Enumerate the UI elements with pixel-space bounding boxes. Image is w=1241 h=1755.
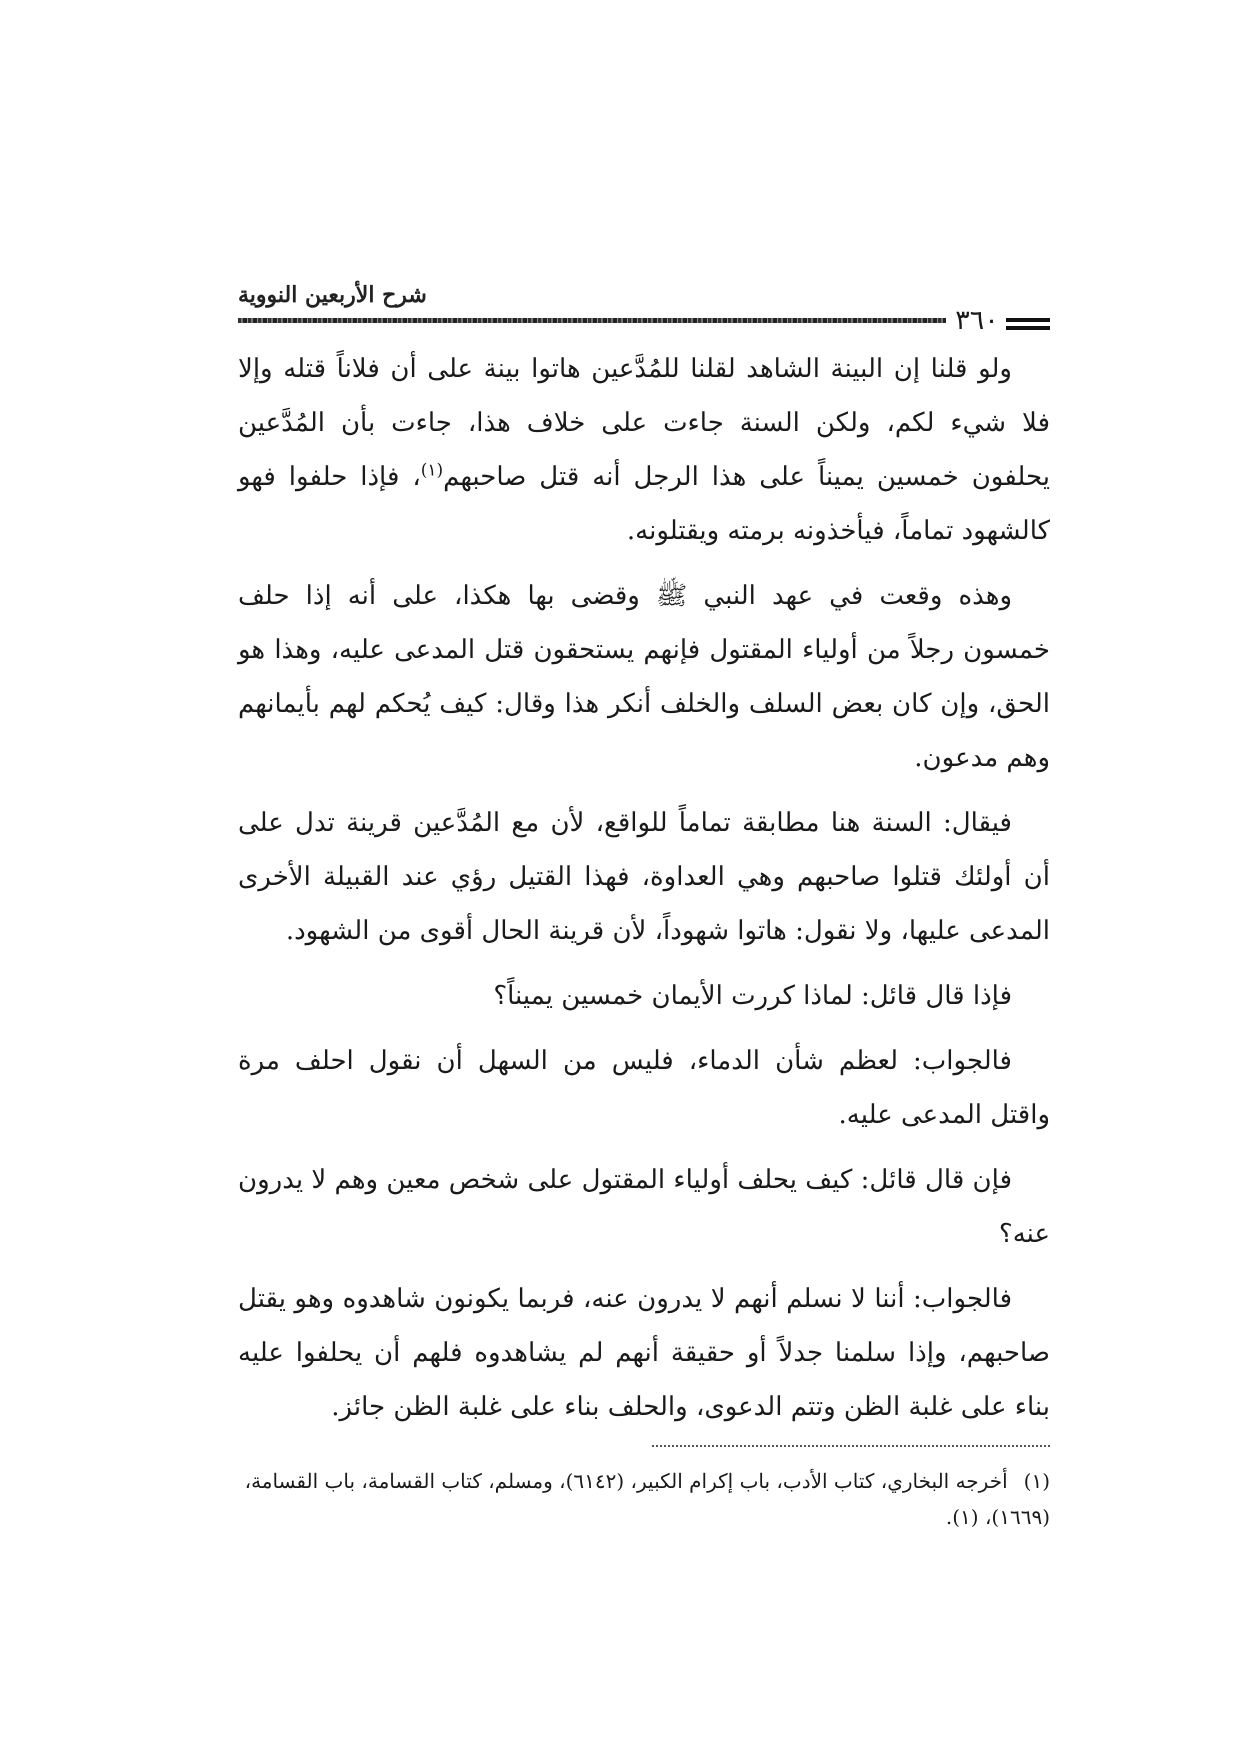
paragraph-1 [238, 342, 1050, 558]
footnote-number: (١) [1023, 1469, 1050, 1493]
paragraph-1-text-end: ، فإذا حلفوا فهو كالشهود تماماً، فيأخذونه برمته ويقتلونه. [238, 462, 1050, 546]
footnote-separator [652, 1445, 1050, 1448]
paragraph-4: فإذا قال قائل: لماذا كررت الأيمان خمسين يميناً؟ [493, 981, 1012, 1011]
paragraph-2: وهذه وقعت في عهد النبي ﷺ وقضى بها هكذا، على أنه إذا حلف خمسون رجلاً من أولياء المقتول فإنهم يستحقون قتل المدعى عليه، وهذا هو الحق، وإن كان بعض السلف والخلف أنكر هذا وقال: كيف يُحكم لهم بأيمانهم وهم مدعون. [238, 581, 1050, 773]
running-title: شرح الأربعين النووية [238, 282, 427, 308]
paragraph-1-text: ولو قلنا إن البينة الشاهد لقلنا للمُدَّعين هاتوا بينة على أن فلاناً قتله وإلا فلا شيء لكم، ولكن السنة جاءت على خلاف هذا، جاءت بأن المُدَّعين يحلفون خمسين يميناً على هذا الرجل أنه قتل صاحبهم [238, 354, 1051, 492]
footnote-reference: (١) [420, 460, 444, 481]
body-text [238, 342, 1050, 1445]
footnotes [238, 1463, 1050, 1535]
header-mark [1006, 318, 1050, 322]
footnote-item [238, 1463, 1050, 1535]
header-rule [238, 318, 946, 323]
paragraph-3: فيقال: السنة هنا مطابقة تماماً للواقع، لأن مع المُدَّعين قرينة تدل على أن أولئك قتلوا صاحبهم وهي العداوة، فهذا القتيل رؤي عند القبيلة الأخرى المدعى عليها، ولا نقول: هاتوا شهوداً، لأن قرينة الحال أقوى من الشهود. [238, 808, 1050, 946]
paragraph-6: فإن قال قائل: كيف يحلف أولياء المقتول على شخص معين وهم لا يدرون عنه؟ [238, 1165, 1050, 1249]
paragraph-7: فالجواب: أننا لا نسلم أنهم لا يدرون عنه، فربما يكونون شاهدوه وهو يقتل صاحبهم، وإذا سلمنا جدلاً أو حقيقة أنهم لم يشاهدوه فلهم أن يحلفوا عليه بناء على غلبة الظن وتتم الدعوى، والحلف بناء على غلبة الظن جائز. [238, 1284, 1050, 1422]
page-number: ٣٦٠ [955, 305, 999, 336]
paragraph-5: فالجواب: لعظم شأن الدماء، فليس من السهل أن نقول احلف مرة واقتل المدعى عليه. [238, 1046, 1050, 1130]
footnote-text: أخرجه البخاري، كتاب الأدب، باب إكرام الكبير، (٦١٤٢)، ومسلم، كتاب القسامة، باب القسامة، (١٦٦٩)، (١). [244, 1469, 1050, 1529]
page-header [238, 282, 1050, 336]
